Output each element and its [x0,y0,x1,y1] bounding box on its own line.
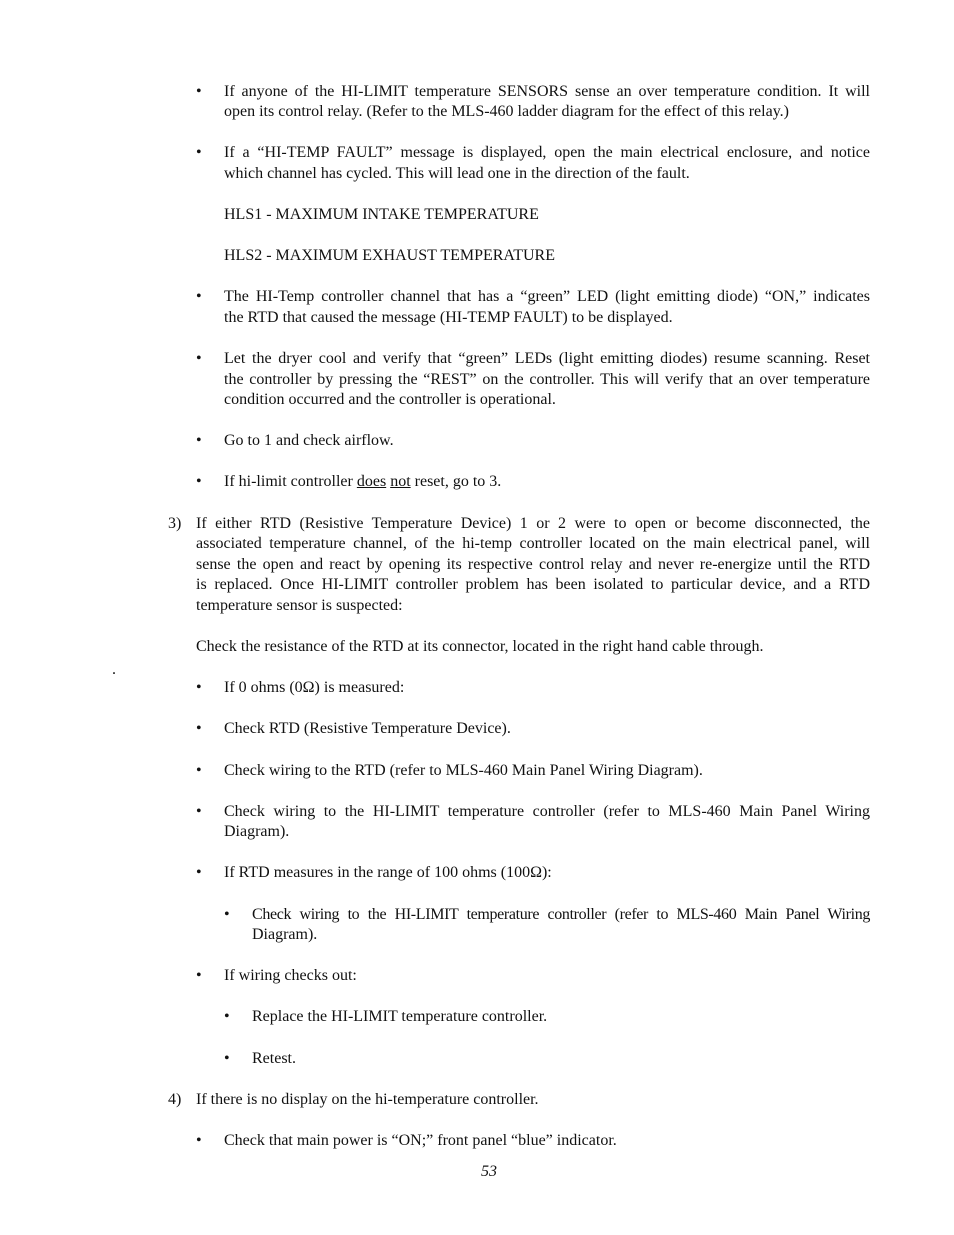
paragraph-line: Retest. [252,1050,296,1067]
bullet-glyph: • [196,473,202,490]
stray-mark: . [112,661,116,678]
paragraph-line: Go to 1 and check airflow. [224,432,394,449]
paragraph-line: Check the resistance of the RTD at its connector, located in the right hand cable through. [196,638,764,655]
paragraph-line: Check wiring to the HI-LIMIT temperature controller (refer to MLS-460 Main Panel Wiring [224,803,870,820]
paragraph-line: Replace the HI-LIMIT temperature controller. [252,1008,548,1025]
underlined-word: not [390,473,411,490]
text-run: If hi-limit controller [224,473,357,490]
bullet-glyph: • [196,350,202,367]
page-number: 53 [481,1163,497,1180]
paragraph-line: If there is no display on the hi-temperature controller. [196,1091,539,1108]
paragraph-line: The HI-Temp controller channel that has a “green” LED (light emitting diode) “ON,” indicates [224,288,870,305]
paragraph-line: which channel has cycled. This will lead one in the direction of the fault. [224,165,690,182]
hls2-line: HLS2 - MAXIMUM EXHAUST TEMPERATURE [224,247,555,264]
bullet-glyph: • [224,1050,230,1067]
paragraph-line: condition occurred and the controller is operational. [224,391,556,408]
bullet-glyph: • [224,1008,230,1025]
bullet-glyph: • [196,288,202,305]
paragraph-line: the controller by pressing the “REST” on the controller. This will verify that an over temperature [224,371,870,388]
paragraph-line: If either RTD (Resistive Temperature Device) 1 or 2 were to open or become disconnected, the [196,515,870,532]
paragraph-line: If RTD measures in the range of 100 ohms (100Ω): [224,864,552,881]
paragraph-line: If 0 ohms (0Ω) is measured: [224,679,405,696]
bullet-glyph: • [196,1132,202,1149]
paragraph-line: the RTD that caused the message (HI-TEMP FAULT) to be displayed. [224,309,673,326]
paragraph-line: Check RTD (Resistive Temperature Device). [224,720,511,737]
bullet-glyph: • [224,906,230,923]
text-run: reset, go to 3. [410,473,502,490]
bullet-glyph: • [196,967,202,984]
paragraph-line: Let the dryer cool and verify that “green” LEDs (light emitting diodes) resume scanning. Reset [224,350,870,367]
paragraph-line: Diagram). [224,823,290,840]
paragraph-line: Diagram). [252,926,318,943]
bullet-glyph: • [196,864,202,881]
paragraph-line: open its control relay. (Refer to the MLS-460 ladder diagram for the effect of this relay.) [224,103,789,120]
paragraph-line: If wiring checks out: [224,967,357,984]
paragraph-line: is replaced. Once HI-LIMIT controller problem has been isolated to particular device, and a RTD [196,576,870,593]
underlined-word: does [356,473,387,490]
paragraph-line: Check wiring to the HI-LIMIT temperature controller (refer to MLS-460 Main Panel Wiring [252,906,870,923]
paragraph-line [224,472,501,493]
hls1-line: HLS1 - MAXIMUM INTAKE TEMPERATURE [224,206,539,223]
paragraph-line: Check that main power is “ON;” front panel “blue” indicator. [224,1132,617,1149]
paragraph-line: If anyone of the HI-LIMIT temperature SENSORS sense an over temperature condition. It will [224,83,870,100]
bullet-glyph: • [196,803,202,820]
bullet-glyph: • [196,720,202,737]
paragraph-line: If a “HI-TEMP FAULT” message is displayed, open the main electrical enclosure, and notice [224,144,870,161]
bullet-glyph: • [196,762,202,779]
paragraph-line: associated temperature channel, of the hi-temp controller located on the main electrical panel, will [196,535,870,552]
paragraph-line: sense the open and react by opening its respective control relay and never re-energize until the RTD [196,556,870,573]
bullet-glyph: • [196,83,202,100]
bullet-glyph: • [196,679,202,696]
bullet-glyph: • [196,144,202,161]
section-number: 3) [168,515,182,532]
section-number: 4) [168,1091,182,1108]
bullet-glyph: • [196,432,202,449]
paragraph-line: temperature sensor is suspected: [196,597,403,614]
paragraph-line: Check wiring to the RTD (refer to MLS-460 Main Panel Wiring Diagram). [224,762,703,779]
